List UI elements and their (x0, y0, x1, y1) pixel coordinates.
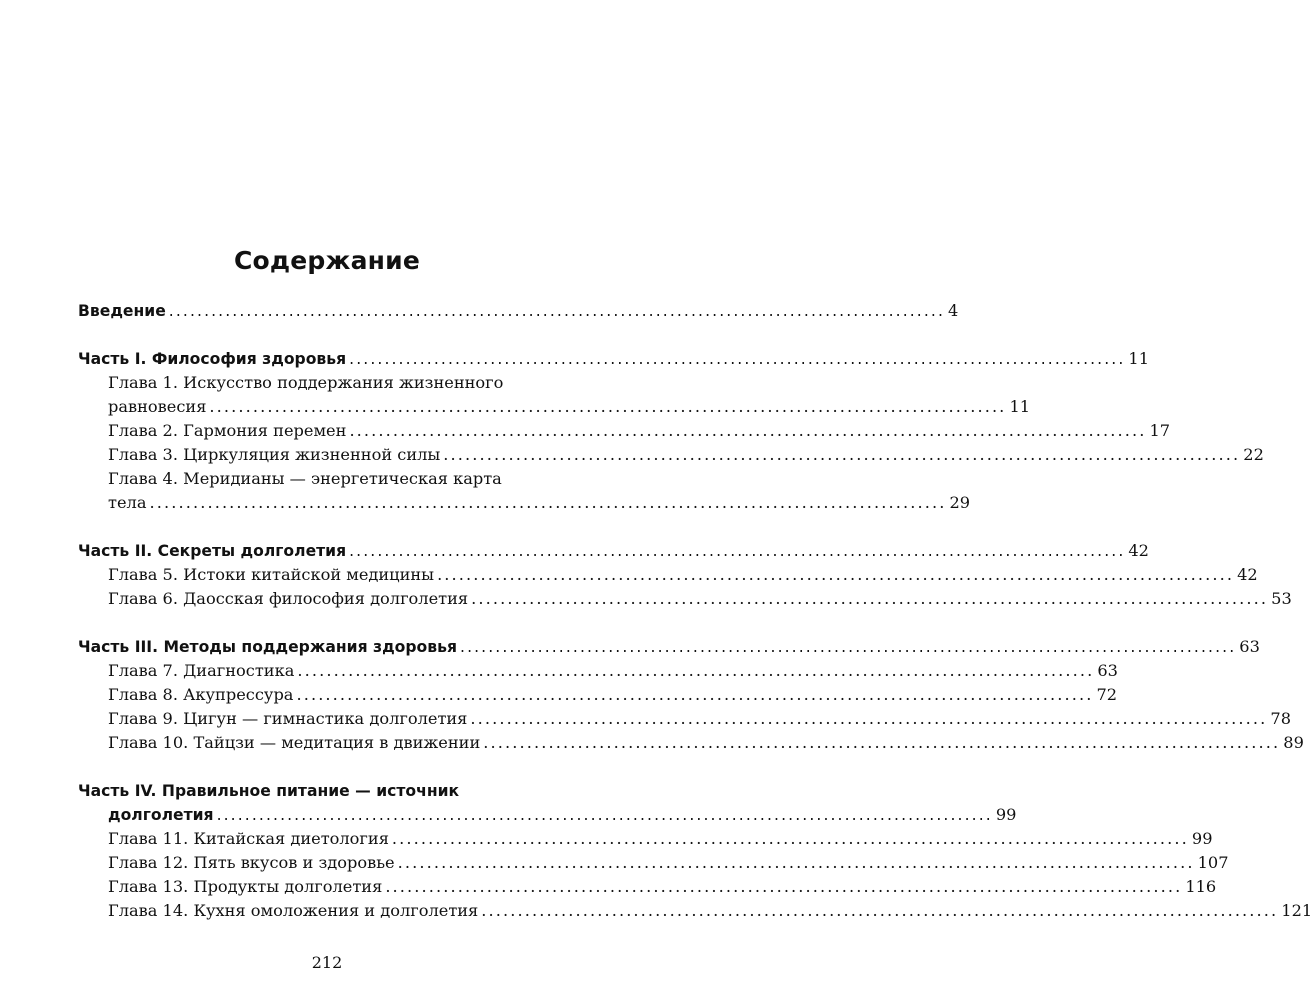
page-title: Содержание (233, 246, 421, 275)
toc-entry-label: Глава 8. Акупрессура (108, 685, 294, 704)
dot-leader: .............................................................................................................. (471, 589, 1269, 608)
toc-entry-label: Глава 5. Истоки китайской медицины (108, 565, 435, 584)
toc-entry-label: Глава 6. Даосская философия долголетия (108, 589, 469, 608)
toc-page-number: 42 (1128, 541, 1149, 560)
toc-entry-chapter-6[interactable] (108, 587, 1292, 611)
toc-entry-label: Глава 10. Тайцзи — медитация в движении (108, 733, 481, 752)
dot-leader: .............................................................................................................. (481, 901, 1279, 920)
dot-leader: .............................................................................................................. (397, 853, 1195, 872)
toc-page-number: 89 (1283, 733, 1304, 752)
toc-page-number: 116 (1185, 877, 1217, 896)
dot-leader: .............................................................................................................. (168, 302, 946, 320)
toc-page-number: 99 (995, 805, 1017, 824)
toc-entry-label: Часть I. Философия здоровья (78, 350, 347, 368)
toc-entry-chapter-8[interactable] (108, 683, 1118, 707)
toc-page-number: 53 (1271, 589, 1292, 608)
toc-page-number: 63 (1097, 661, 1118, 680)
toc-entry-part-4-line-1[interactable]: Часть IV. Правильное питание — источник (78, 782, 460, 800)
toc-entry-part-4[interactable] (108, 803, 1017, 827)
toc-entry-part-3[interactable] (78, 635, 1260, 659)
toc-page-number: 78 (1270, 709, 1292, 728)
dot-leader: .............................................................................................................. (216, 806, 993, 824)
toc-entry-chapter-2[interactable] (108, 419, 1171, 443)
dot-leader: .............................................................................................................. (460, 638, 1237, 656)
dot-leader: .............................................................................................................. (349, 542, 1126, 560)
toc-entry-label: Глава 7. Диагностика (108, 661, 295, 680)
toc-page-number: 11 (1128, 349, 1150, 368)
page-number: 212 (311, 953, 343, 972)
toc-entry-chapter-5[interactable] (108, 563, 1258, 587)
toc-page-number: 22 (1243, 445, 1264, 464)
toc-entry-chapter-13[interactable] (108, 875, 1217, 899)
toc-page-number: 17 (1149, 421, 1171, 440)
dot-leader: .............................................................................................................. (349, 421, 1147, 440)
toc-entry-chapter-12[interactable] (108, 851, 1229, 875)
toc-entry-label: Глава 9. Цигун — гимнастика долголетия (108, 709, 468, 728)
toc-entry-label: Глава 2. Гармония перемен (108, 421, 347, 440)
toc-entry-chapter-1-line-1[interactable]: Глава 1. Искусство поддержания жизненного (108, 373, 504, 392)
toc-page-number: 63 (1239, 637, 1260, 656)
toc-page-number: 121 (1281, 901, 1312, 920)
toc-entry-chapter-3[interactable] (108, 443, 1264, 467)
toc-page-number: 29 (949, 493, 971, 512)
toc-page-number: 42 (1237, 565, 1258, 584)
dot-leader: .............................................................................................................. (149, 493, 947, 512)
toc-page-number: 99 (1191, 829, 1213, 848)
toc-entry-label: Введение (78, 302, 166, 320)
toc-entry-chapter-1[interactable] (108, 395, 1031, 419)
toc-entry-chapter-4[interactable] (108, 491, 971, 515)
toc-entry-chapter-14[interactable] (108, 899, 1312, 923)
toc-page-number: 107 (1197, 853, 1229, 872)
toc-entry-label: Часть II. Секреты долголетия (78, 542, 347, 560)
toc-entry-chapter-11[interactable] (108, 827, 1213, 851)
toc-entry-label: тела (108, 493, 147, 512)
toc-entry-label: Глава 14. Кухня омоложения и долголетия (108, 901, 479, 920)
dot-leader: .............................................................................................................. (391, 829, 1189, 848)
toc-entry-label: Глава 13. Продукты долголетия (108, 877, 383, 896)
toc-entry-label: Глава 11. Китайская диетология (108, 829, 389, 848)
toc-entry-label: Глава 12. Пять вкусов и здоровье (108, 853, 395, 872)
toc-entry-part-1[interactable] (78, 347, 1150, 371)
toc-entry-chapter-9[interactable] (108, 707, 1292, 731)
toc-page-number: 4 (948, 301, 959, 320)
dot-leader: .............................................................................................................. (296, 685, 1094, 704)
dot-leader: .............................................................................................................. (385, 877, 1183, 896)
dot-leader: .............................................................................................................. (443, 445, 1241, 464)
dot-leader: .............................................................................................................. (483, 733, 1281, 752)
toc-page-number: 72 (1096, 685, 1118, 704)
dot-leader: .............................................................................................................. (470, 709, 1268, 728)
toc-entry-chapter-7[interactable] (108, 659, 1118, 683)
toc-entry-intro[interactable] (78, 299, 959, 323)
toc-entry-label: Глава 3. Циркуляция жизненной силы (108, 445, 441, 464)
toc-entry-label: Часть III. Методы поддержания здоровья (78, 638, 458, 656)
table-of-contents (78, 0, 1312, 1000)
dot-leader: .............................................................................................................. (297, 661, 1095, 680)
dot-leader: .............................................................................................................. (209, 397, 1007, 416)
dot-leader: .............................................................................................................. (349, 350, 1126, 368)
toc-entry-chapter-10[interactable] (108, 731, 1304, 755)
toc-entry-chapter-4-line-1[interactable]: Глава 4. Меридианы — энергетическая карта (108, 469, 502, 488)
dot-leader: .............................................................................................................. (437, 565, 1235, 584)
toc-entry-label: долголетия (108, 806, 214, 824)
toc-entry-label: равновесия (108, 397, 207, 416)
toc-page-number: 11 (1009, 397, 1031, 416)
toc-entry-part-2[interactable] (78, 539, 1149, 563)
